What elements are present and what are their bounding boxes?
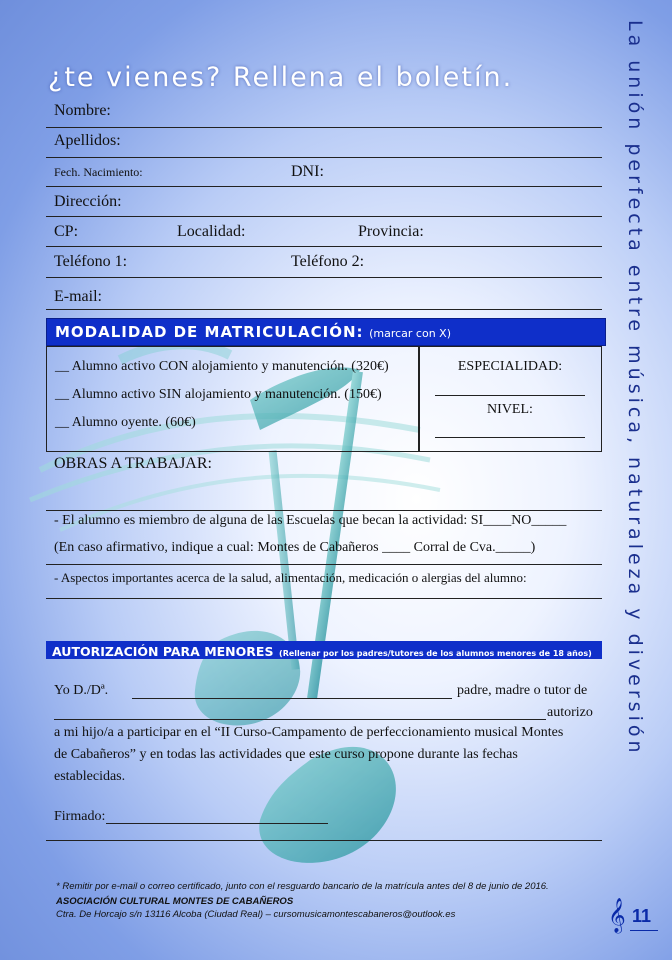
yo-label: Yo D./Dª. xyxy=(54,683,109,698)
autorizacion-text-1: a mi hijo/a a participar en el “II Curso-Campamento de perfeccionamiento musical Montes xyxy=(54,725,564,740)
miembro-question[interactable]: - El alumno es miembro de alguna de las Escuelas que becan la actividad: SI____NO_____ xyxy=(54,513,567,528)
especialidad-label: ESPECIALIDAD: xyxy=(457,359,563,374)
provincia-label: Provincia: xyxy=(358,223,424,240)
fecha-label: Fech. Nacimiento: xyxy=(54,165,143,179)
telefono-field[interactable] xyxy=(46,277,602,278)
fecha-dni-field[interactable] xyxy=(46,186,602,187)
padre-label: padre, madre o tutor de xyxy=(457,683,588,698)
localidad-label: Localidad: xyxy=(177,223,246,240)
afirmativo-divider xyxy=(46,564,602,565)
dni-label: DNI: xyxy=(291,163,324,180)
especialidad-box xyxy=(418,346,602,452)
hijo-name-field[interactable] xyxy=(54,719,546,720)
salud-field[interactable] xyxy=(46,598,602,599)
modalidad-options-box xyxy=(46,346,420,452)
afirmativo-question[interactable]: (En caso afirmativo, indique a cual: Montes de Cabañeros ____ Corral de Cva._____) xyxy=(54,540,536,555)
email-label: E-mail: xyxy=(54,288,102,305)
option-oyente[interactable]: __ Alumno oyente. (60€) xyxy=(55,415,196,430)
nombre-field[interactable] xyxy=(46,127,602,128)
autorizacion-bottom-divider xyxy=(46,840,602,841)
option-sin-alojamiento[interactable]: __ Alumno activo SIN alojamiento y manutención. (150€) xyxy=(55,387,382,402)
modalidad-note: (marcar con X) xyxy=(369,327,452,340)
telefono2-label: Teléfono 2: xyxy=(291,253,365,270)
footer-note: * Remitir por e-mail o correo certificado, junto con el resguardo bancario de la matrícula antes del 8 de junio de 2016. xyxy=(56,881,549,892)
salud-label: - Aspectos importantes acerca de la salud, alimentación, medicación o alergias del alumno: xyxy=(54,570,527,585)
autorizacion-note: (Rellenar por los padres/tutores de los alumnos menores de 18 años) xyxy=(279,649,592,658)
footer-address: Ctra. De Horcajo s/n 13116 Alcoba (Ciudad Real) – cursomusicamontescabaneros@outlook.es xyxy=(56,909,456,920)
modalidad-heading: MODALIDAD DE MATRICULACIÓN: xyxy=(55,323,364,341)
direccion-label: Dirección: xyxy=(54,193,122,210)
autorizo-label: autorizo xyxy=(547,705,593,720)
nivel-field[interactable] xyxy=(435,437,585,438)
footer-org: ASOCIACIÓN CULTURAL MONTES DE CABAÑEROS xyxy=(56,896,294,907)
side-slogan: La unión perfecta entre música, naturaleza y diversión xyxy=(624,20,646,757)
autorizacion-header xyxy=(46,641,602,659)
modalidad-header xyxy=(46,318,606,346)
autorizacion-heading: AUTORIZACIÓN PARA MENORES xyxy=(52,644,274,659)
treble-clef-icon: 𝄞 xyxy=(608,898,626,933)
page-number-underline xyxy=(630,930,658,931)
option-con-alojamiento[interactable]: __ Alumno activo CON alojamiento y manutención. (320€) xyxy=(55,359,389,374)
tutor-name-field[interactable] xyxy=(132,698,452,699)
page-number-badge xyxy=(606,896,660,942)
apellidos-label: Apellidos: xyxy=(54,132,121,149)
nombre-label: Nombre: xyxy=(54,102,111,119)
page-number: 11 xyxy=(632,906,652,926)
cp-label: CP: xyxy=(54,223,79,240)
direccion-field[interactable] xyxy=(46,216,602,217)
apellidos-field[interactable] xyxy=(46,157,602,158)
autorizacion-text-2: de Cabañeros” y en todas las actividades que este curso propone durante las fechas xyxy=(54,747,518,762)
telefono1-label: Teléfono 1: xyxy=(54,253,128,270)
obras-label: OBRAS A TRABAJAR: xyxy=(54,455,212,472)
firma-field[interactable] xyxy=(106,823,328,824)
obras-field[interactable] xyxy=(46,510,602,511)
email-field[interactable] xyxy=(46,309,602,310)
autorizacion-text-3: establecidas. xyxy=(54,769,126,784)
form-title: ¿te vienes? Rellena el boletín. xyxy=(48,62,514,93)
firmado-label: Firmado: xyxy=(54,809,106,824)
cp-localidad-provincia-field[interactable] xyxy=(46,246,602,247)
nivel-label: NIVEL: xyxy=(487,402,533,417)
especialidad-field[interactable] xyxy=(435,395,585,396)
